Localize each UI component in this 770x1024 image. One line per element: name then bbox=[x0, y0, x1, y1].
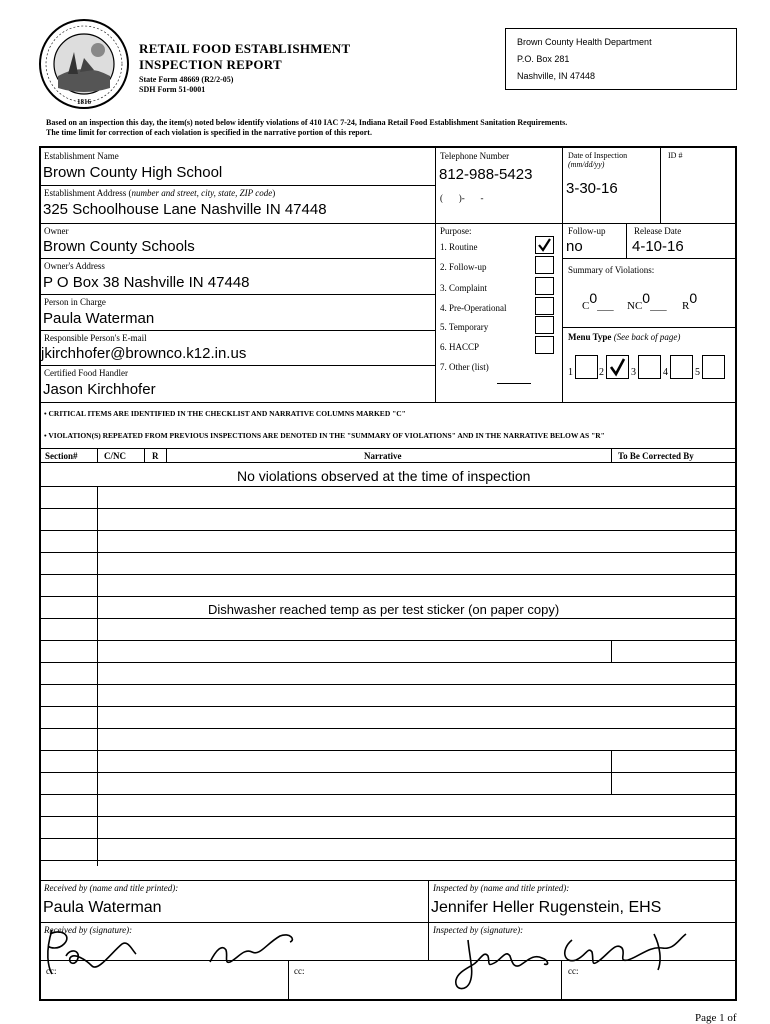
col-r: R bbox=[152, 451, 159, 461]
inspected-by-name: Jennifer Heller Rugenstein, EHS bbox=[431, 899, 662, 916]
intro-line-2: The time limit for correction of each violation is specified in the narrative portion of this report. bbox=[46, 128, 372, 137]
certified-handler: Jason Kirchhofer bbox=[43, 381, 156, 398]
repeat-note: • VIOLATION(S) REPEATED FROM PREVIOUS INSPECTIONS ARE DENOTED IN THE "SUMMARY OF VIOLATIONS" AND IN THE NARRATIVE BELOW AS "R" bbox=[44, 431, 605, 440]
inspected-name-label: Inspected by (name and title printed): bbox=[433, 883, 570, 893]
other-blank-line[interactable] bbox=[497, 383, 531, 384]
menu-type-number: 2 bbox=[599, 367, 604, 378]
critical-note: • CRITICAL ITEMS ARE IDENTIFIED IN THE CHECKLIST AND NARRATIVE COLUMNS MARKED "C" bbox=[44, 409, 406, 418]
purpose-option-label: 2. Follow-up bbox=[440, 262, 487, 272]
narrative-row-line bbox=[39, 508, 736, 509]
cc-1: cc: bbox=[46, 966, 57, 976]
id-label: ID # bbox=[668, 151, 683, 160]
purpose-checkbox[interactable] bbox=[535, 316, 554, 334]
summary-repeat: R0 bbox=[682, 290, 698, 312]
narrative-row-line bbox=[39, 552, 736, 553]
purpose-label: Purpose: bbox=[440, 226, 472, 236]
person-in-charge-label: Person in Charge bbox=[44, 297, 106, 307]
received-name-label: Received by (name and title printed): bbox=[44, 883, 179, 893]
narrative-row-line bbox=[39, 596, 736, 597]
inspected-signature bbox=[440, 920, 730, 998]
purpose-option-label: 7. Other (list) bbox=[440, 362, 489, 372]
section-column-divider bbox=[97, 486, 98, 866]
col-cnc: C/NC bbox=[104, 451, 126, 461]
cc-2: cc: bbox=[294, 966, 305, 976]
inspection-date: 3-30-16 bbox=[566, 180, 618, 197]
narrative-row-line bbox=[39, 486, 736, 487]
owner-label: Owner bbox=[44, 226, 69, 236]
narrative-row-line bbox=[39, 706, 736, 707]
followup-label: Follow-up bbox=[568, 226, 606, 236]
narrative-row-line bbox=[39, 662, 736, 663]
menu-type-number: 4 bbox=[663, 367, 668, 378]
purpose-checkbox[interactable] bbox=[535, 236, 554, 254]
release-date: 4-10-16 bbox=[632, 238, 684, 255]
purpose-checkbox[interactable] bbox=[535, 297, 554, 315]
col-corrected-by: To Be Corrected By bbox=[618, 451, 694, 461]
establishment-name: Brown County High School bbox=[43, 164, 223, 181]
phone-label: Telephone Number bbox=[440, 151, 510, 161]
col-section: Section# bbox=[45, 451, 78, 461]
agency-po-box: P.O. Box 281 bbox=[517, 54, 570, 64]
summary-noncritical: NC0___ bbox=[627, 290, 667, 312]
menu-type-checkbox[interactable] bbox=[702, 355, 725, 379]
agency-name: Brown County Health Department bbox=[517, 37, 652, 47]
agency-address-box bbox=[505, 28, 737, 90]
sdh-form-number: SDH Form 51-0001 bbox=[139, 85, 206, 94]
checkmark-icon bbox=[607, 356, 628, 378]
svg-text:1816: 1816 bbox=[77, 98, 91, 106]
narrative-row-line bbox=[39, 750, 736, 751]
corrected-column-divider bbox=[611, 750, 612, 794]
email-label: Responsible Person's E-mail bbox=[44, 333, 147, 343]
summary-label: Summary of Violations: bbox=[568, 265, 655, 275]
purpose-option-label: 4. Pre-Operational bbox=[440, 303, 507, 313]
purpose-option-label: 1. Routine bbox=[440, 242, 478, 252]
intro-line-1: Based on an inspection this day, the item(s) noted below identify violations of 410 IAC 7-24, Indiana Retail Food Establishment Sanitation Requirements. bbox=[46, 118, 568, 127]
inspected-signature-label: Inspected by (signature): bbox=[433, 925, 524, 935]
narrative-row-line bbox=[39, 574, 736, 575]
received-signature-label: Received by (signature): bbox=[44, 925, 133, 935]
owner-address-label: Owner's Address bbox=[44, 261, 105, 271]
menu-type-number: 3 bbox=[631, 367, 636, 378]
purpose-checkbox[interactable] bbox=[535, 336, 554, 354]
release-date-label: Release Date bbox=[634, 226, 682, 236]
state-seal bbox=[38, 18, 130, 110]
establishment-address: 325 Schoolhouse Lane Nashville IN 47448 bbox=[43, 201, 327, 218]
purpose-checkbox[interactable] bbox=[535, 277, 554, 295]
menu-type-checkbox[interactable] bbox=[670, 355, 693, 379]
purpose-option-label: 6. HACCP bbox=[440, 342, 480, 352]
agency-city: Nashville, IN 47448 bbox=[517, 71, 596, 81]
owner-value: Brown County Schools bbox=[43, 238, 195, 255]
purpose-checkbox[interactable] bbox=[535, 256, 554, 274]
narrative-row-line bbox=[39, 640, 736, 641]
report-title: RETAIL FOOD ESTABLISHMENT bbox=[139, 41, 351, 56]
narrative-row-line bbox=[39, 794, 736, 795]
corrected-column-divider bbox=[611, 640, 612, 662]
menu-type-checkbox[interactable] bbox=[638, 355, 661, 379]
narrative-row-line bbox=[39, 728, 736, 729]
phone-blank: ( )- - bbox=[440, 193, 484, 203]
narrative-row-line bbox=[39, 684, 736, 685]
narrative-row-line bbox=[39, 530, 736, 531]
menu-type-checkbox[interactable] bbox=[606, 355, 629, 379]
followup-value: no bbox=[566, 238, 583, 255]
narrative-row-line bbox=[39, 618, 736, 619]
person-in-charge: Paula Waterman bbox=[43, 310, 155, 327]
purpose-option-label: 5. Temporary bbox=[440, 322, 489, 332]
cc-3: cc: bbox=[568, 966, 579, 976]
establishment-name-label: Establishment Name bbox=[44, 151, 119, 161]
purpose-option-label: 3. Complaint bbox=[440, 283, 487, 293]
narrative-line-1: No violations observed at the time of inspection bbox=[237, 468, 531, 484]
date-label: Date of Inspection bbox=[568, 151, 628, 160]
menu-type-number: 5 bbox=[695, 367, 700, 378]
menu-type-checkbox[interactable] bbox=[575, 355, 598, 379]
menu-type-number: 1 bbox=[568, 367, 573, 378]
narrative-row-line bbox=[39, 816, 736, 817]
date-format: (mm/dd/yy) bbox=[568, 160, 605, 169]
menu-type-label: Menu Type (See back of page) bbox=[568, 332, 681, 342]
owner-address: P O Box 38 Nashville IN 47448 bbox=[43, 274, 250, 291]
narrative-row-line bbox=[39, 860, 736, 861]
checkmark-icon bbox=[536, 237, 553, 253]
narrative-line-2: Dishwasher reached temp as per test sticker (on paper copy) bbox=[208, 602, 560, 617]
received-by-name: Paula Waterman bbox=[43, 899, 162, 916]
responsible-email: jkirchhofer@brownco.k12.in.us bbox=[41, 345, 247, 362]
narrative-row-line bbox=[39, 772, 736, 773]
phone-value: 812-988-5423 bbox=[439, 166, 533, 183]
narrative-row-line bbox=[39, 838, 736, 839]
report-subtitle: INSPECTION REPORT bbox=[139, 57, 282, 72]
col-narrative: Narrative bbox=[364, 451, 402, 461]
summary-critical: C0___ bbox=[582, 290, 614, 312]
page-number: Page 1 of bbox=[695, 1012, 737, 1024]
state-form-number: State Form 48669 (R2/2-05) bbox=[139, 75, 234, 84]
establishment-address-label: Establishment Address (number and street, city, state, ZIP code) bbox=[44, 188, 276, 198]
certified-handler-label: Certified Food Handler bbox=[44, 368, 128, 378]
